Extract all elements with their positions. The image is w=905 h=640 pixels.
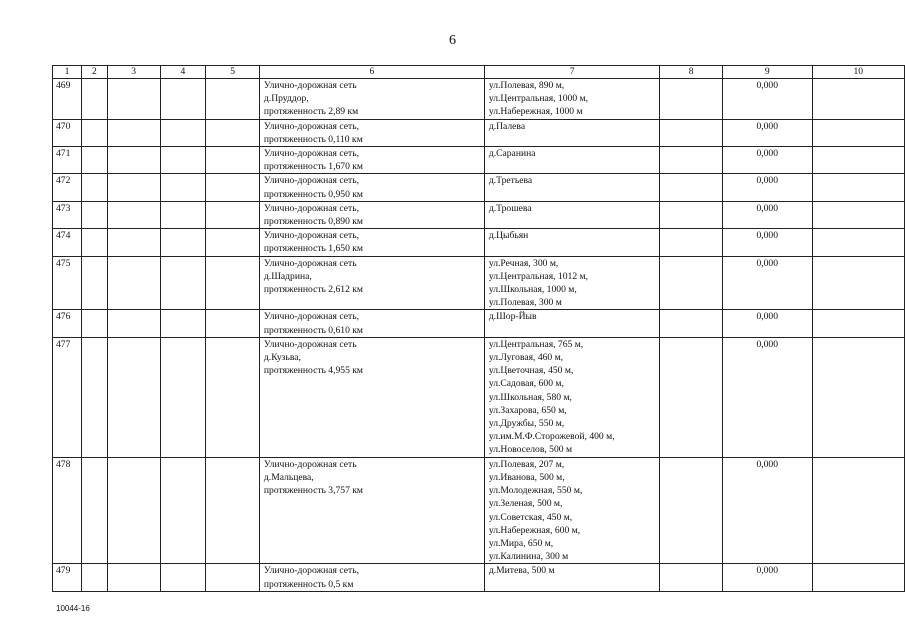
value-cell: 0,000 xyxy=(722,79,812,120)
streets-cell: ул.Полевая, 890 м, ул.Центральная, 1000 м, ул.Набережная, 1000 м xyxy=(484,79,660,120)
streets-cell: ул.Речная, 300 м, ул.Центральная, 1012 м, ул.Школьная, 1000 м, ул.Полевая, 300 м xyxy=(484,256,660,310)
empty-cell xyxy=(206,79,260,120)
empty-cell xyxy=(812,174,904,201)
streets-cell: д.Трошева xyxy=(484,201,660,228)
row-number-cell: 473 xyxy=(53,201,82,228)
col-header-9: 9 xyxy=(722,66,812,79)
streets-cell: д.Шор-Йыв xyxy=(484,310,660,337)
streets-cell: д.Цыбьян xyxy=(484,229,660,256)
row-number-cell: 474 xyxy=(53,229,82,256)
streets-cell: д.Третьева xyxy=(484,174,660,201)
empty-cell xyxy=(660,119,723,146)
header-row xyxy=(53,66,905,79)
empty-cell xyxy=(160,337,206,457)
empty-cell xyxy=(160,174,206,201)
empty-cell xyxy=(206,310,260,337)
road-network-table xyxy=(52,65,905,592)
empty-cell xyxy=(660,457,723,564)
empty-cell xyxy=(81,119,107,146)
empty-cell xyxy=(660,201,723,228)
empty-cell xyxy=(660,147,723,174)
empty-cell xyxy=(206,147,260,174)
empty-cell xyxy=(107,564,160,591)
empty-cell xyxy=(160,79,206,120)
empty-cell xyxy=(81,256,107,310)
col-header-7: 7 xyxy=(484,66,660,79)
table-row xyxy=(53,119,905,146)
table-row xyxy=(53,229,905,256)
empty-cell xyxy=(160,564,206,591)
empty-cell xyxy=(660,256,723,310)
streets-cell: ул.Центральная, 765 м, ул.Луговая, 460 м, ул.Цветочная, 450 м, ул.Садовая, 600 м, ул.Школьная, 580 м, ул.Захарова, 650 м, ул.Дружбы, 550 м, ул.им.М.Ф.Сторожевой, 400 м, ул.Новоселов, 500 м xyxy=(484,337,660,457)
col-header-5: 5 xyxy=(206,66,260,79)
empty-cell xyxy=(206,337,260,457)
table-row xyxy=(53,147,905,174)
table-row xyxy=(53,310,905,337)
empty-cell xyxy=(660,310,723,337)
object-name-cell: Улично-дорожная сеть д.Кузьва, протяженность 4,955 км xyxy=(259,337,484,457)
empty-cell xyxy=(81,457,107,564)
value-cell: 0,000 xyxy=(722,564,812,591)
object-name-cell: Улично-дорожная сеть, протяженность 0,950 км xyxy=(259,174,484,201)
empty-cell xyxy=(812,79,904,120)
empty-cell xyxy=(107,174,160,201)
empty-cell xyxy=(81,337,107,457)
col-header-1: 1 xyxy=(53,66,82,79)
empty-cell xyxy=(660,79,723,120)
streets-cell: д.Палева xyxy=(484,119,660,146)
empty-cell xyxy=(206,457,260,564)
empty-cell xyxy=(206,119,260,146)
row-number-cell: 476 xyxy=(53,310,82,337)
object-name-cell: Улично-дорожная сеть, протяженность 0,5 км xyxy=(259,564,484,591)
col-header-4: 4 xyxy=(160,66,206,79)
table-row xyxy=(53,174,905,201)
empty-cell xyxy=(81,229,107,256)
empty-cell xyxy=(107,119,160,146)
empty-cell xyxy=(81,147,107,174)
empty-cell xyxy=(206,256,260,310)
value-cell: 0,000 xyxy=(722,229,812,256)
empty-cell xyxy=(812,564,904,591)
table-row xyxy=(53,337,905,457)
empty-cell xyxy=(160,310,206,337)
table-row xyxy=(53,256,905,310)
row-number-cell: 470 xyxy=(53,119,82,146)
empty-cell xyxy=(81,310,107,337)
value-cell: 0,000 xyxy=(722,310,812,337)
value-cell: 0,000 xyxy=(722,119,812,146)
object-name-cell: Улично-дорожная сеть д.Мальцева, протяженность 3,757 км xyxy=(259,457,484,564)
empty-cell xyxy=(81,79,107,120)
empty-cell xyxy=(812,229,904,256)
row-number-cell: 471 xyxy=(53,147,82,174)
empty-cell xyxy=(812,147,904,174)
value-cell: 0,000 xyxy=(722,147,812,174)
empty-cell xyxy=(107,147,160,174)
value-cell: 0,000 xyxy=(722,174,812,201)
object-name-cell: Улично-дорожная сеть, протяженность 0,110 км xyxy=(259,119,484,146)
value-cell: 0,000 xyxy=(722,457,812,564)
empty-cell xyxy=(812,457,904,564)
empty-cell xyxy=(160,201,206,228)
object-name-cell: Улично-дорожная сеть д.Пруддор, протяженность 2,89 км xyxy=(259,79,484,120)
table-row xyxy=(53,457,905,564)
col-header-6: 6 xyxy=(259,66,484,79)
streets-cell: ул.Полевая, 207 м, ул.Иванова, 500 м, ул.Молодежная, 550 м, ул.Зеленая, 500 м, ул.Советская, 450 м, ул.Набережная, 600 м, ул.Мира, 650 м, ул.Калинина, 300 м xyxy=(484,457,660,564)
object-name-cell: Улично-дорожная сеть, протяженность 1,650 км xyxy=(259,229,484,256)
empty-cell xyxy=(812,119,904,146)
row-number-cell: 478 xyxy=(53,457,82,564)
empty-cell xyxy=(81,201,107,228)
table-row xyxy=(53,79,905,120)
empty-cell xyxy=(107,310,160,337)
empty-cell xyxy=(107,256,160,310)
object-name-cell: Улично-дорожная сеть, протяженность 1,670 км xyxy=(259,147,484,174)
streets-cell: д.Митева, 500 м xyxy=(484,564,660,591)
empty-cell xyxy=(660,229,723,256)
empty-cell xyxy=(660,337,723,457)
table-row xyxy=(53,564,905,591)
value-cell: 0,000 xyxy=(722,256,812,310)
empty-cell xyxy=(160,119,206,146)
page-number: 6 xyxy=(449,33,456,48)
empty-cell xyxy=(81,174,107,201)
object-name-cell: Улично-дорожная сеть, протяженность 0,890 км xyxy=(259,201,484,228)
empty-cell xyxy=(660,174,723,201)
document-code: 10044-16 xyxy=(56,604,90,613)
empty-cell xyxy=(160,147,206,174)
empty-cell xyxy=(107,229,160,256)
empty-cell xyxy=(107,457,160,564)
empty-cell xyxy=(107,201,160,228)
empty-cell xyxy=(206,201,260,228)
row-number-cell: 479 xyxy=(53,564,82,591)
empty-cell xyxy=(107,337,160,457)
empty-cell xyxy=(206,564,260,591)
value-cell: 0,000 xyxy=(722,201,812,228)
row-number-cell: 477 xyxy=(53,337,82,457)
row-number-cell: 472 xyxy=(53,174,82,201)
streets-cell: д.Саранина xyxy=(484,147,660,174)
empty-cell xyxy=(160,256,206,310)
empty-cell xyxy=(812,310,904,337)
object-name-cell: Улично-дорожная сеть, протяженность 0,610 км xyxy=(259,310,484,337)
row-number-cell: 469 xyxy=(53,79,82,120)
empty-cell xyxy=(812,256,904,310)
col-header-8: 8 xyxy=(660,66,723,79)
row-number-cell: 475 xyxy=(53,256,82,310)
col-header-3: 3 xyxy=(107,66,160,79)
value-cell: 0,000 xyxy=(722,337,812,457)
empty-cell xyxy=(107,79,160,120)
empty-cell xyxy=(660,564,723,591)
empty-cell xyxy=(206,229,260,256)
empty-cell xyxy=(160,229,206,256)
table-row xyxy=(53,201,905,228)
empty-cell xyxy=(206,174,260,201)
empty-cell xyxy=(160,457,206,564)
empty-cell xyxy=(812,337,904,457)
object-name-cell: Улично-дорожная сеть д.Шадрина, протяженность 2,612 км xyxy=(259,256,484,310)
empty-cell xyxy=(812,201,904,228)
col-header-10: 10 xyxy=(812,66,904,79)
col-header-2: 2 xyxy=(81,66,107,79)
empty-cell xyxy=(81,564,107,591)
